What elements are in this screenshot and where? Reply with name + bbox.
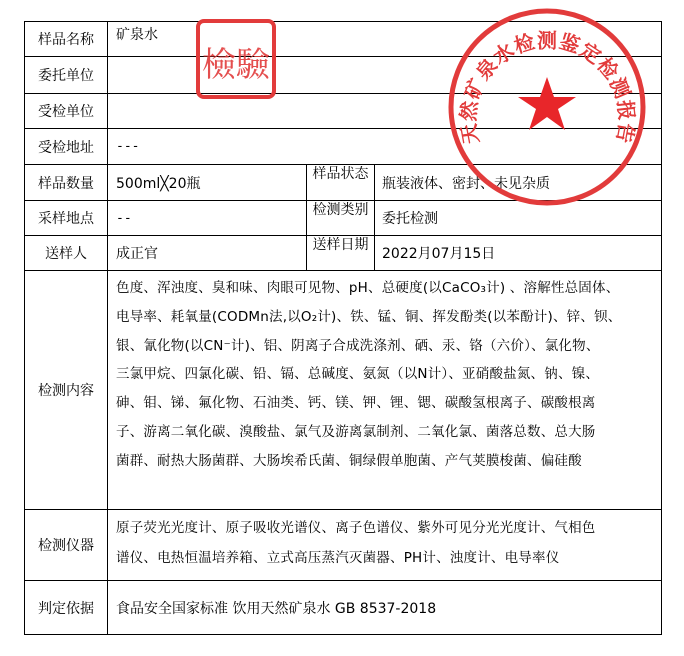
inspected-unit-label: 受检单位	[38, 104, 94, 120]
client-label: 委托单位	[38, 68, 94, 84]
quantity-value: 500ml╳20瓶	[116, 175, 201, 192]
instruments-line: 原子荧光光度计、原子吸收光谱仪、离子色谱仪、紫外可见分光光度计、气相色	[116, 520, 596, 536]
content-line: 银、氰化物(以CN⁻计)、铝、阴离子合成洗涤剂、硒、汞、铬（六价）、氯化物、	[116, 337, 600, 354]
category-value: 委托检测	[382, 211, 438, 227]
round-seal-text: 天然矿泉水检测鉴定检测报告	[455, 28, 640, 146]
content-line: 三氯甲烷、四氯化碳、铅、镉、总碱度、氨氮（以N计）、亚硝酸盐氮、钠、镍、	[116, 366, 600, 383]
content-line: 菌群、耐热大肠菌群、大肠埃希氏菌、铜绿假单胞菌、产气荚膜梭菌、偏硅酸	[116, 452, 582, 469]
sender-value: 成正官	[116, 246, 158, 262]
address-value: ---	[116, 139, 140, 154]
state-value: 瓶装液体、密封、未见杂质	[382, 175, 550, 192]
site-label: 采样地点	[38, 211, 94, 227]
content-label: 检测内容	[38, 383, 94, 399]
square-seal-stamp	[195, 18, 277, 100]
category-label: 检测类别	[312, 202, 369, 218]
instruments-line: 谱仪、电热恒温培养箱、立式高压蒸汽灭菌器、PH计、浊度计、电导率仪	[116, 550, 560, 566]
quantity-label: 样品数量	[38, 175, 94, 192]
sample-name-value: 矿泉水	[116, 27, 158, 43]
sender-label: 送样人	[45, 246, 87, 262]
content-line: 电导率、耗氧量(CODMn法,以O₂计)、铁、锰、铜、挥发酚类(以苯酚计)、锌、钡、	[116, 308, 622, 325]
content-paragraph	[116, 274, 656, 476]
instruments-paragraph	[116, 513, 656, 573]
sample-name-label: 样品名称	[38, 32, 94, 48]
seal-star-icon	[518, 77, 576, 130]
date-label: 送样日期	[312, 237, 369, 253]
instruments-label: 检测仪器	[38, 538, 94, 554]
content-line: 子、游离二氧化碳、溴酸盐、氯气及游离氯制剂、二氧化氯、菌落总数、总大肠	[116, 423, 596, 440]
basis-label: 判定依据	[38, 600, 94, 617]
site-value: --	[116, 210, 132, 226]
basis-value: 食品安全国家标准 饮用天然矿泉水 GB 8537-2018	[116, 600, 437, 617]
content-line: 色度、浑浊度、臭和味、肉眼可见物、pH、总硬度(以CaCO₃计) 、溶解性总固体、	[116, 280, 620, 296]
round-seal-stamp	[445, 5, 650, 210]
address-label: 受检地址	[38, 139, 94, 156]
square-seal-text: 檢驗	[202, 45, 270, 85]
content-line: 砷、钼、锑、氟化物、石油类、钙、镁、钾、锂、锶、碳酸氢根离子、碳酸根离	[116, 395, 596, 412]
date-value: 2022月07月15日	[382, 246, 496, 262]
state-label: 样品状态	[312, 166, 369, 182]
